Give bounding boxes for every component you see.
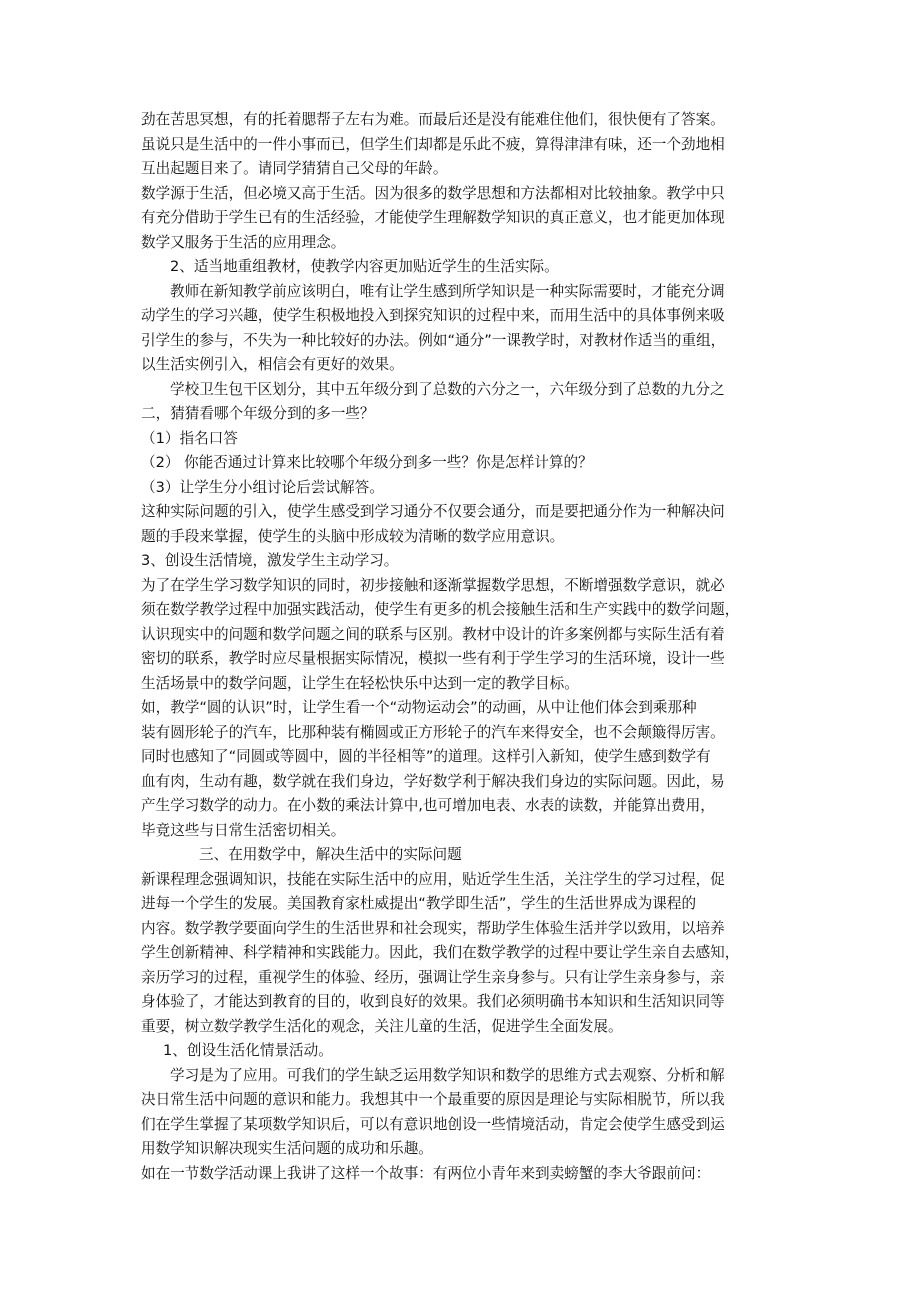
text-line: 身体验了，才能达到教育的目的，收到良好的效果。我们必须明确书本知识和生活知识同等 — [141, 993, 725, 1010]
text-line: 内容。数学教学要面向学生的生活世界和社会现实，帮助学生体验生活并学以致用，以培养 — [141, 919, 725, 937]
text-line: 数学又服务于生活的应用理念。 — [141, 233, 346, 251]
text-line: 重要，树立数学教学生活化的观念，关注儿童的生活，促进学生全面发展。 — [141, 1017, 623, 1035]
text-line: 以生活实例引入，相信会有更好的效果。 — [141, 356, 404, 373]
text-line: 学习是为了应用。可我们的学生缺乏运用数学知识和数学的思维方式去观察、分析和解 — [170, 1066, 725, 1084]
text-line: 们在学生掌握了某项数学知识后，可以有意识地创设一些情境活动，肯定会使学生感受到运 — [141, 1115, 725, 1133]
text-line: 认识现实中的问题和数学问题之间的联系与区别。教材中设计的许多案例都与实际生活有着 — [141, 625, 725, 643]
text-line: 题的手段来掌握，使学生的头脑中形成较为清晰的数学应用意识。 — [141, 527, 565, 545]
text-line: 动学生的学习兴趣，使学生积极地投入到探究知识的过程中来，而用生活中的具体事例来吸 — [141, 307, 725, 324]
text-line: 用数学知识解决现实生活问题的成功和乐趣。 — [141, 1140, 433, 1157]
text-line: 如，教学“圆的认识”时，让学生看一个“动物运动会”的动画，从中让他们体会到乘那种 — [141, 699, 697, 716]
list-item: （2） 你能否通过计算来比较哪个年级分到多一些？你是怎样计算的？ — [141, 454, 593, 471]
text-line: 如在一节数学活动课上我讲了这样一个故事：有两位小青年来到卖螃蟹的李大爷跟前问： — [141, 1164, 711, 1182]
list-item: （1）指名口答 — [141, 429, 238, 447]
text-line: 学校卫生包干区划分，其中五年级分到了总数的六分之一，六年级分到了总数的九分之 — [170, 380, 725, 398]
text-line: 虽说只是生活中的一件小事而已，但学生们却都是乐此不疲，算得津津有味，还一个劲地相 — [141, 135, 725, 153]
text-line: 亲历学习的过程，重视学生的体验、经历，强调让学生亲身参与。只有让学生亲身参与，亲 — [141, 968, 725, 986]
text-line: 互出起题目来了。请同学猜猜自己父母的年龄。 — [141, 160, 448, 177]
text-line: 学生创新精神、科学精神和实践能力。因此，我们在数学教学的过程中要让学生亲自去感知， — [141, 944, 740, 961]
text-line: 二，猜猜看哪个年级分到的多一些？ — [141, 405, 375, 422]
text-line: 生活场景中的数学问题，让学生在轻松快乐中达到一定的教学目标。 — [141, 674, 579, 692]
text-line: 劲在苦思冥想，有的托着腮帮子左右为难。而最后还是没有能难住他们，很快便有了答案。 — [141, 111, 725, 128]
text-line: 密切的联系，教学时应尽量根据实际情况，模拟一些有利于学生学习的生活环境，设计一些 — [141, 650, 725, 667]
list-item: （3）让学生分小组讨论后尝试解答。 — [141, 478, 384, 496]
text-line: 为了在学生学习数学知识的同时，初步接触和逐渐掌握数学思想，不断增强数学意识，就必 — [141, 576, 725, 594]
text-line: 血有肉，生动有趣，数学就在我们身边，学好数学利于解决我们身边的实际问题。因此，易 — [141, 772, 725, 790]
text-line: 决日常生活中问题的意识和能力。我想其中一个最重要的原因是理论与实际相脱节，所以我 — [141, 1091, 725, 1108]
section-heading: 1、创设生活化情景活动。 — [163, 1042, 333, 1059]
section-heading: 三、在用数学中，解决生活中的实际问题 — [199, 846, 462, 863]
document-page — [141, 108, 791, 1186]
text-line: 须在数学教学过程中加强实践活动，使学生有更多的机会接触生活和生产实践中的数学问题， — [141, 601, 740, 618]
text-line: 有充分借助于学生已有的生活经验，才能使学生理解数学知识的真正意义，也才能更加体现 — [141, 209, 725, 226]
text-line: 引学生的参与，不失为一种比较好的办法。例如“通分”一课教学时，对教材作适当的重组， — [141, 331, 726, 349]
text-line: 数学源于生活，但必境又高于生活。因为很多的数学思想和方法都相对比较抽象。教学中只 — [141, 184, 725, 202]
text-line: 新课程理念强调知识，技能在实际生活中的应用，贴近学生生活，关注学生的学习过程，促 — [141, 870, 725, 888]
text-line: 同时也感知了“同圆或等圆中，圆的半径相等”的道理。这样引入新知，使学生感到数学有 — [141, 748, 711, 765]
text-line: 进每一个学生的发展。美国教育家杜威提出“教学即生活”，学生的生活世界成为课程的 — [141, 895, 697, 912]
section-heading: 3、创设生活情境，激发学生主动学习。 — [141, 552, 399, 569]
text-line: 装有圆形轮子的汽车，比那种装有椭圆或正方形轮子的汽车来得安全，也不会颠簸得厉害。 — [141, 723, 725, 741]
text-line: 这种实际问题的引入，使学生感受到学习通分不仅要会通分，而是要把通分作为一种解决问 — [141, 503, 725, 520]
section-heading: 2、适当地重组教材，使教学内容更加贴近学生的生活实际。 — [170, 258, 559, 275]
text-line: 毕竟这些与日常生活密切相关。 — [141, 821, 346, 839]
text-line: 教师在新知教学前应该明白，唯有让学生感到所学知识是一种实际需要时，才能充分调 — [170, 282, 725, 300]
text-line: 产生学习数学的动力。在小数的乘法计算中,也可增加电表、水表的读数，并能算出费用， — [141, 797, 715, 814]
